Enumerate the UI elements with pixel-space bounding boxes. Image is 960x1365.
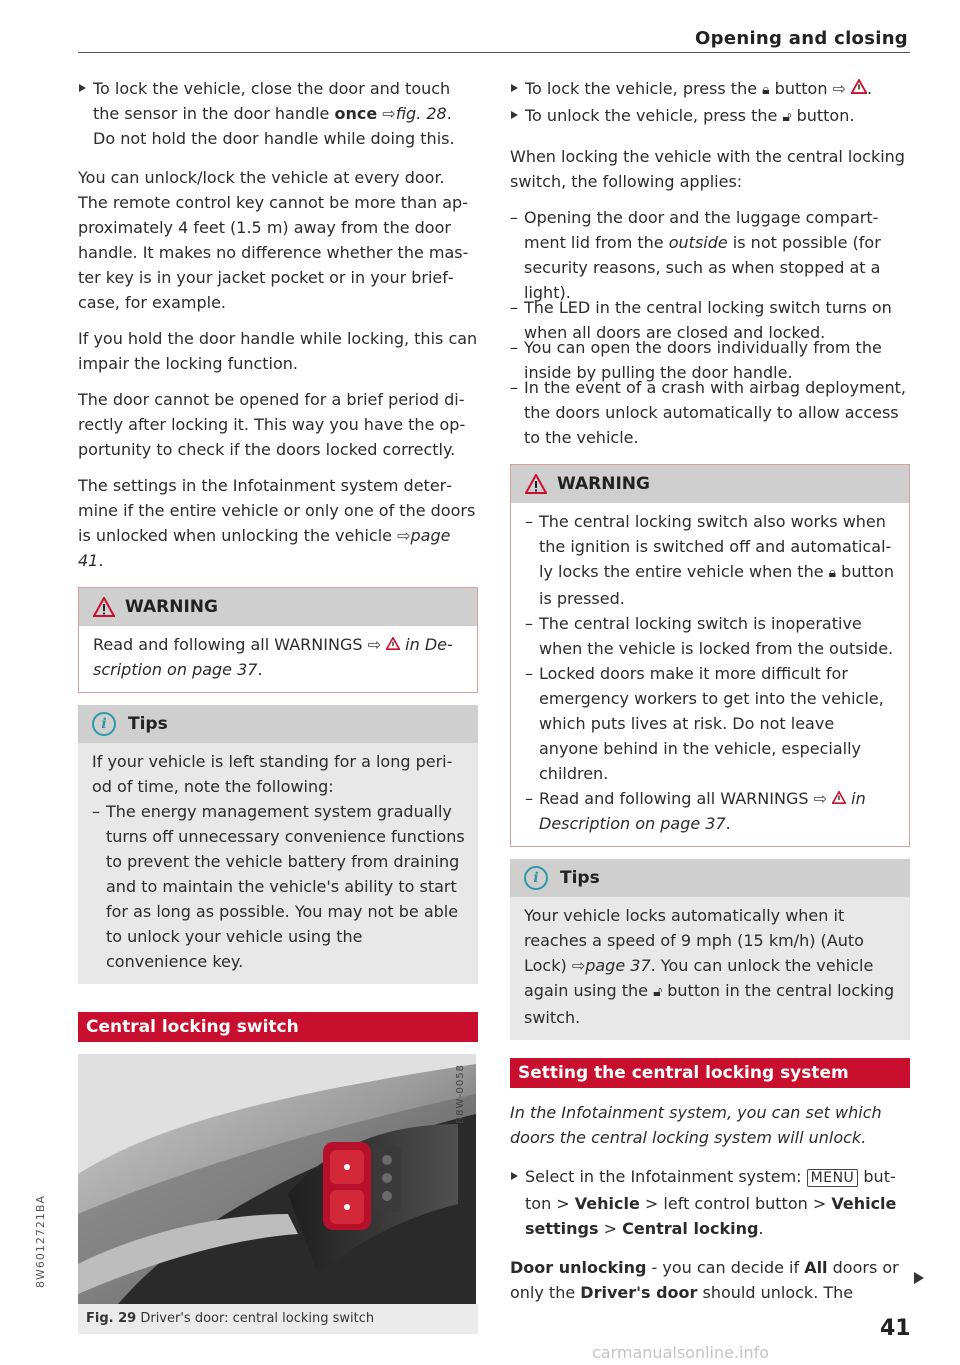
warning-title: WARNING: [557, 473, 650, 494]
info-icon: i: [92, 712, 116, 736]
page-number: 41: [880, 1316, 911, 1341]
text: .: [758, 1219, 764, 1238]
text: button.: [791, 106, 855, 125]
continue-arrow-icon: [914, 1272, 924, 1284]
text: The settings in the Infotainment system determine if the entire vehicle or only one of the doors is unlocked when unlocking the vehicle: [78, 476, 476, 545]
warning-item: – Locked doors make it more difficult for emergency workers to get into the vehicle, which puts lives at risk. Do not leave anyone behind in the vehicle, especially children.: [525, 661, 897, 786]
unlock-bullet: [510, 103, 910, 130]
figure-link[interactable]: fig. 28: [395, 104, 447, 123]
text: Opening the door and the luggage compartment lid from the: [524, 208, 879, 252]
text: To unlock the vehicle, press the: [525, 106, 783, 125]
text: should unlock. The: [697, 1283, 854, 1302]
paragraph: [510, 1255, 910, 1305]
page-link[interactable]: in Description on page 37: [93, 635, 453, 679]
warning-icon: [386, 637, 400, 650]
text: button: [769, 79, 833, 98]
arrow-icon: ⇨: [813, 789, 827, 808]
lock-button-icon: 🔒︎: [828, 565, 837, 581]
text: - you can decide if: [646, 1258, 805, 1277]
right-column: [510, 76, 910, 1316]
document-code: 8W6012721BA: [34, 1195, 47, 1288]
page-link[interactable]: in Description on page 37: [539, 789, 866, 833]
warning-box: [510, 464, 910, 847]
bold-text: Door unlocking: [510, 1258, 647, 1277]
list-item: – You can open the doors individually from the inside by pulling the door handle.: [510, 335, 910, 385]
menu-key: MENU: [807, 1169, 859, 1187]
figure-caption: [78, 1304, 478, 1334]
left-column: [78, 76, 478, 1334]
tips-item: – The energy management system gradually turns off unnecessary convenience functions to prevent the vehicle battery from draining and to maintain the vehicle's ability to start for as long as possible. You may not be able to unlock your vehicle using the convenience key.: [92, 799, 466, 974]
tips-title: Tips: [128, 713, 168, 734]
text: Read and following all WARNINGS: [539, 789, 814, 808]
tips-body: [510, 897, 910, 1040]
figure-label: Fig. 29: [86, 1311, 137, 1326]
arrow-icon: ⇨: [382, 104, 396, 123]
tips-header: [78, 705, 478, 743]
section-heading: Setting the central locking system: [510, 1058, 910, 1088]
text: . You can unlock the vehicle again using the: [524, 956, 874, 1000]
list-item: [510, 205, 910, 305]
bold-text: once: [334, 104, 378, 123]
text: Read and following all WARNINGS: [93, 635, 368, 654]
warning-header: [511, 465, 909, 503]
text: Select in the Infotainment system:: [525, 1167, 807, 1186]
warning-icon: [832, 791, 846, 804]
bold-text: Driver's door: [580, 1283, 698, 1302]
paragraph: [78, 473, 478, 573]
warning-item: – The central locking switch is inoperative when the vehicle is locked from the outside.: [525, 611, 897, 661]
arrow-icon: ⇨: [832, 79, 846, 98]
text: .: [725, 814, 731, 833]
list-item: – The LED in the central locking switch turns on when all doors are closed and locked.: [510, 295, 910, 345]
warning-icon: [93, 597, 115, 617]
bold-text: Vehicle settings: [525, 1194, 897, 1238]
warning-title: WARNING: [125, 596, 218, 617]
text: button is pressed.: [539, 562, 894, 608]
page-link[interactable]: page 37: [585, 956, 651, 975]
lock-button-icon: 🔒︎: [762, 82, 770, 98]
warning-item: [525, 509, 897, 611]
section-heading: Central locking switch: [78, 1012, 478, 1042]
italic-text: outside: [668, 233, 728, 252]
warning-item: [525, 786, 897, 836]
watermark: carmanualsonline.info: [592, 1343, 770, 1362]
caption-text: Driver's door: central locking switch: [140, 1311, 375, 1326]
figure-code: B8W-0058: [455, 1064, 466, 1124]
paragraph: If you hold the door handle while locking, this can impair the locking function.: [78, 329, 478, 373]
text: button in the central locking switch.: [524, 981, 895, 1027]
text: >: [598, 1219, 623, 1238]
info-icon: i: [524, 866, 548, 890]
arrow-icon: ⇨: [397, 526, 411, 545]
paragraph: The door cannot be opened for a brief period directly after locking it. This way you have the opportunity to check if the doors locked correctly.: [78, 390, 466, 459]
tips-header: [510, 859, 910, 897]
header-rule: [78, 52, 910, 53]
text: > left control button >: [639, 1194, 832, 1213]
text: .: [98, 551, 104, 570]
text: Your vehicle locks automatically when it reaches a speed of 9 mph (15 km/h) (Auto Lock): [524, 906, 864, 975]
warning-header: [79, 588, 477, 626]
arrow-icon: ⇨: [571, 956, 586, 975]
door-switch-illustration: [78, 1054, 476, 1304]
warning-body: [79, 626, 477, 692]
paragraph: You can unlock/lock the vehicle at every door. The remote control key cannot be more than approximately 4 feet (1.5 m) away from the door handle. It makes no difference whether the master key is in your jacket pocket or in your briefcase, for example.: [78, 168, 469, 312]
figure-image: [78, 1054, 476, 1304]
warning-icon: [525, 474, 547, 494]
text: To lock the vehicle, close the door and touch the sensor in the door handle: [93, 79, 451, 123]
text: The central locking switch also works when the ignition is switched off and automatically locks the entire vehicle when the: [539, 512, 892, 581]
text: To lock the vehicle, press the: [525, 79, 763, 98]
warning-icon: [851, 79, 867, 94]
text: . Do not hold the door handle while doing this.: [93, 104, 455, 148]
bold-text: Vehicle: [574, 1194, 640, 1213]
section-intro: In the Infotainment system, you can set which doors the central locking system will unlock.: [510, 1103, 882, 1147]
select-bullet: [510, 1164, 910, 1241]
arrow-icon: ⇨: [367, 635, 381, 654]
text: .: [867, 79, 873, 98]
unlock-button-icon: 🔓︎: [653, 984, 663, 1000]
text: button >: [525, 1167, 896, 1213]
unlock-button-icon: 🔓︎: [782, 109, 792, 125]
tips-box: [78, 705, 478, 984]
text: is not possible (for security reasons, such as when stopped at a light).: [524, 233, 881, 302]
bold-text: Central locking: [622, 1219, 759, 1238]
tips-body: [78, 743, 478, 984]
paragraph: When locking the vehicle with the central locking switch, the following applies:: [510, 147, 905, 191]
lock-bullet: [78, 76, 478, 151]
tips-box: [510, 859, 910, 1040]
tips-intro: If your vehicle is left standing for a long period of time, note the following:: [92, 752, 453, 796]
text: doors or only the: [510, 1258, 899, 1302]
list-item: – In the event of a crash with airbag deployment, the doors unlock automatically to allow access to the vehicle.: [510, 375, 910, 450]
text: .: [257, 660, 263, 679]
lock-bullet: [510, 76, 910, 103]
page-link[interactable]: page 41: [78, 526, 451, 570]
bold-text: All: [804, 1258, 828, 1277]
warning-body: [511, 503, 909, 846]
warning-box: [78, 587, 478, 693]
page-header-title: Opening and closing: [695, 28, 908, 49]
tips-title: Tips: [560, 867, 600, 888]
